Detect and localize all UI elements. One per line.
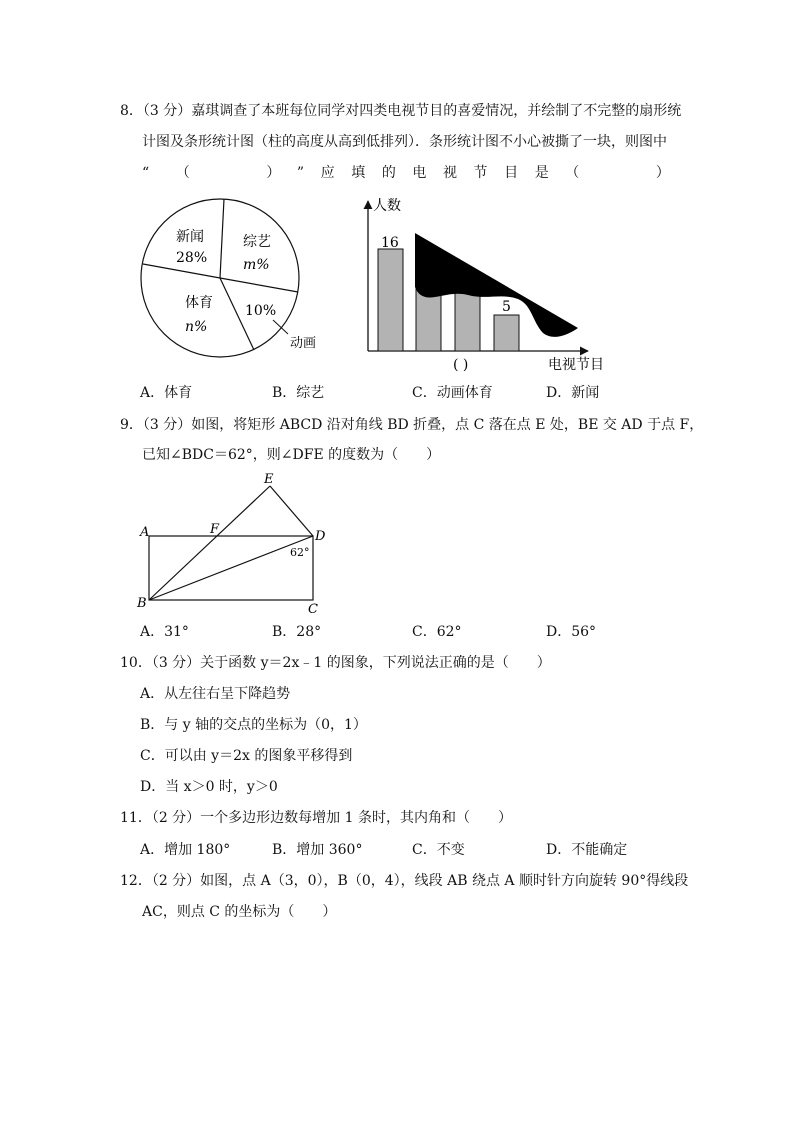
- q8-option-d[interactable]: D．新闻: [546, 385, 600, 401]
- q11-option-c[interactable]: C．不变: [412, 842, 465, 858]
- q8-line3-char: 视: [442, 165, 457, 181]
- bar-4-value-label: 5: [502, 299, 511, 315]
- bar-4: [494, 315, 519, 351]
- q10-option-d[interactable]: D．当 x＞0 时，y＞0: [140, 779, 278, 795]
- q8-line3-char: ）: [655, 165, 670, 181]
- q11-option-b[interactable]: B．增加 360°: [272, 842, 363, 858]
- q8-line3-char: 节: [473, 165, 488, 181]
- q8-line3-char: 目: [504, 165, 519, 181]
- diagonal-bd: [149, 536, 313, 600]
- point-label-d: D: [315, 529, 326, 544]
- q9-option-a[interactable]: A．31°: [140, 624, 189, 640]
- segment-be: [149, 486, 270, 600]
- pie-label-sports: 体育: [185, 295, 213, 311]
- q8-line1: 8．（3 分）嘉琪调查了本班每位同学对四类电视节目的喜爱情况，并绘制了不完整的扇形统: [120, 103, 682, 119]
- q8-option-a[interactable]: A．体育: [140, 385, 193, 401]
- q8-line3-char: 应: [320, 165, 335, 181]
- q9-line1: 9．（3 分）如图，将矩形 ABCD 沿对角线 BD 折叠，点 C 落在点 E 处，BE 交 AD 于点 F，: [120, 417, 704, 433]
- q8-option-c[interactable]: C．动画体育: [412, 385, 493, 401]
- q10-option-a[interactable]: A．从左往右呈下降趋势: [140, 686, 291, 702]
- x-axis-label: 电视节目: [548, 357, 604, 373]
- pie-label-arts: 综艺: [243, 234, 271, 250]
- q11-option-d[interactable]: D．不能确定: [546, 842, 628, 858]
- q8-line2: 计图及条形统计图（柱的高度从高到低排列）．条形统计图不小心被撕了一块，则图中: [142, 134, 667, 150]
- q8-line3-char: “: [142, 165, 150, 181]
- bar-chart: [360, 195, 620, 375]
- pie-label-anim: 动画: [290, 336, 317, 351]
- q8-line3-char: ）: [266, 165, 281, 181]
- y-axis-label: 人数: [373, 198, 401, 214]
- q8-line3-char: （: [175, 165, 190, 181]
- q8-option-b[interactable]: B．综艺: [272, 385, 325, 401]
- q9-line2: 已知∠BDC＝62°，则∠DFE 的度数为（ ）: [142, 447, 441, 463]
- q12-line1: 12．（2 分）如图，点 A（3，0），B（0，4），线段 AB 绕点 A 顺时针方向旋转 90°得线段: [120, 873, 689, 889]
- q9-option-b[interactable]: B．28°: [272, 624, 322, 640]
- point-label-f: F: [210, 522, 220, 537]
- bar-1-value-label: 16: [381, 235, 399, 251]
- missing-label-paren: ( ): [453, 357, 469, 373]
- point-label-b: B: [137, 596, 147, 611]
- point-label-e: E: [264, 472, 274, 487]
- pie-label-news-pct: 28%: [176, 250, 208, 266]
- q10-line1: 10．（3 分）关于函数 y＝2x﹣1 的图象，下列说法正确的是（ ）: [120, 655, 551, 671]
- q8-line3-char: （: [565, 165, 580, 181]
- point-label-c: C: [308, 602, 318, 617]
- q10-option-c[interactable]: C．可以由 y＝2x 的图象平移得到: [140, 748, 353, 764]
- q12-line2: AC，则点 C 的坐标为（ ）: [142, 904, 337, 920]
- q10-option-b[interactable]: B．与 y 轴的交点的坐标为（0，1）: [140, 717, 367, 733]
- point-label-a: A: [140, 525, 150, 540]
- q8-line3-char: ”: [296, 165, 305, 181]
- q8-line3-char: 电: [412, 165, 427, 181]
- q8-line3: [142, 163, 670, 183]
- pie-label-arts-pct: m%: [243, 257, 270, 273]
- q9-option-d[interactable]: D．56°: [546, 624, 597, 640]
- q8-line3-char: 是: [534, 165, 549, 181]
- q9-option-c[interactable]: C．62°: [412, 624, 462, 640]
- pie-label-sports-pct: n%: [185, 319, 208, 335]
- q8-line3-char: 填: [351, 165, 366, 181]
- q9-figure: [130, 470, 340, 615]
- pie-label-news: 新闻: [176, 229, 204, 245]
- q8-line3-char: 的: [381, 165, 396, 181]
- bar-1: [378, 249, 403, 351]
- q11-line1: 11．（2 分）一个多边形边数每增加 1 条时，其内角和（ ）: [120, 810, 512, 826]
- pie-label-anim-pct: 10%: [245, 303, 277, 319]
- segment-ed: [270, 486, 313, 536]
- angle-label-62: 62°: [290, 546, 310, 559]
- q11-option-a[interactable]: A．增加 180°: [140, 842, 231, 858]
- pie-chart: [140, 195, 340, 360]
